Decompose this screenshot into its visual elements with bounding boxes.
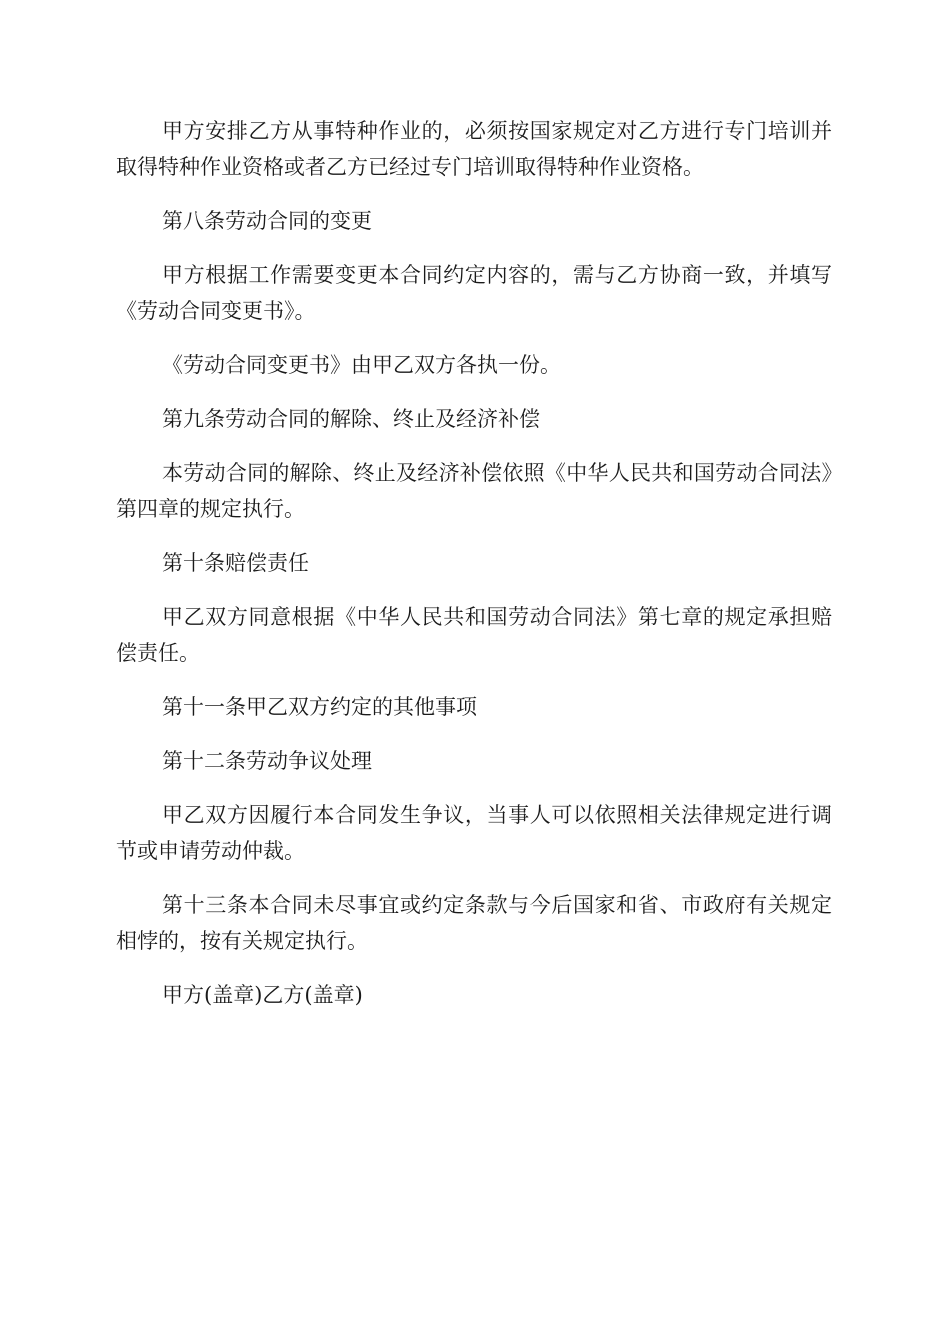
- paragraph-dispute: 甲乙双方因履行本合同发生争议，当事人可以依照相关法律规定进行调节或申请劳动仲裁。: [116, 803, 832, 863]
- paragraph-contract-change: 甲方根据工作需要变更本合同约定内容的，需与乙方协商一致，并填写《劳动合同变更书》。: [116, 263, 832, 323]
- heading-article-9: 第九条劳动合同的解除、终止及经济补偿: [162, 407, 540, 431]
- paragraph-compensation: 甲乙双方同意根据《中华人民共和国劳动合同法》第七章的规定承担赔偿责任。: [116, 605, 832, 665]
- signature-line: 甲方(盖章)乙方(盖章): [162, 983, 363, 1007]
- heading-article-10: 第十条赔偿责任: [162, 551, 309, 575]
- heading-article-12: 第十二条劳动争议处理: [162, 749, 372, 773]
- paragraph-change-document: 《劳动合同变更书》由甲乙双方各执一份。: [162, 353, 561, 377]
- paragraph-special-operations: 甲方安排乙方从事特种作业的，必须按国家规定对乙方进行专门培训并取得特种作业资格或者乙方已经过专门培训取得特种作业资格。: [116, 119, 832, 179]
- paragraph-termination: 本劳动合同的解除、终止及经济补偿依照《中华人民共和国劳动合同法》第四章的规定执行。: [116, 461, 832, 521]
- heading-article-8: 第八条劳动合同的变更: [162, 209, 372, 233]
- document-body: [116, 113, 832, 1031]
- paragraph-article-13: 第十三条本合同未尽事宜或约定条款与今后国家和省、市政府有关规定相悖的，按有关规定执行。: [116, 893, 832, 953]
- heading-article-11: 第十一条甲乙双方约定的其他事项: [162, 695, 477, 719]
